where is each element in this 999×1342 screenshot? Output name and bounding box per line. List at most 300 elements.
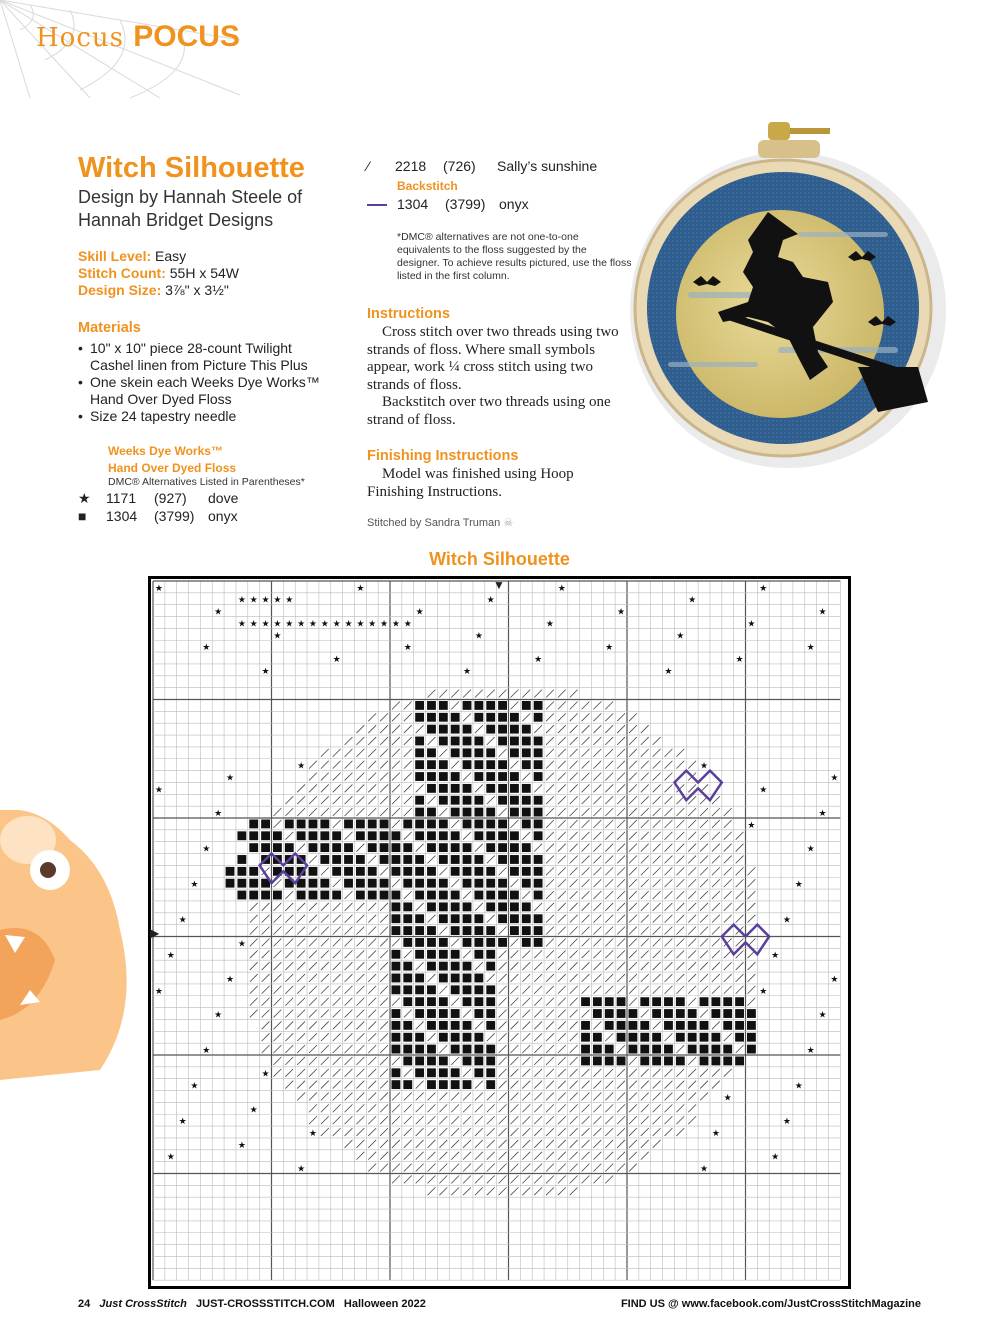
stitch-onyx	[605, 1045, 614, 1054]
stitch-onyx	[320, 891, 329, 900]
stitch-onyx	[344, 879, 353, 888]
stitch-onyx	[273, 843, 282, 852]
stitch-dove: ★	[237, 939, 246, 950]
stitch-onyx	[676, 1033, 685, 1042]
stitch-onyx	[735, 1057, 744, 1066]
stitch-onyx	[380, 855, 389, 864]
stitch-dove: ★	[297, 619, 306, 630]
stitch-onyx	[486, 879, 495, 888]
stitch-onyx	[747, 1033, 756, 1042]
stitch-dove: ★	[154, 986, 163, 997]
stitch-onyx	[747, 1045, 756, 1054]
stitch-onyx	[403, 914, 412, 923]
stitch-onyx	[510, 926, 519, 935]
stitch-dove: ★	[474, 631, 483, 642]
stitch-dove: ★	[214, 1010, 223, 1021]
stitch-onyx	[593, 1045, 602, 1054]
stitch-onyx	[427, 701, 436, 710]
stitch-dove: ★	[771, 951, 780, 962]
stitch-dove: ★	[261, 1069, 270, 1080]
stitch-onyx	[403, 820, 412, 829]
stitch-onyx	[700, 1057, 709, 1066]
stitch-onyx	[486, 1009, 495, 1018]
stitch-onyx	[747, 1009, 756, 1018]
stitch-onyx	[439, 701, 448, 710]
stitch-onyx	[735, 1021, 744, 1030]
stitch-onyx	[415, 1033, 424, 1042]
stitch-dove: ★	[818, 809, 827, 819]
stitch-onyx	[629, 1009, 638, 1018]
stitch-onyx	[451, 974, 460, 983]
stitch-onyx	[474, 713, 483, 722]
stitch-onyx	[522, 808, 531, 817]
stitch-dove: ★	[380, 619, 389, 630]
stitch-onyx	[392, 1033, 401, 1042]
stitch-onyx	[723, 1057, 732, 1066]
stitch-onyx	[581, 1057, 590, 1066]
stitch-onyx	[474, 855, 483, 864]
stitch-onyx	[486, 867, 495, 876]
stitch-onyx	[439, 820, 448, 829]
stitch-onyx	[498, 784, 507, 793]
stitch-onyx	[320, 879, 329, 888]
stitch-onyx	[415, 820, 424, 829]
materials-item: • One skein each Weeks Dye Works™ Hand Over Dyed Floss	[78, 374, 338, 408]
stitch-dove: ★	[771, 1152, 780, 1163]
stitch-onyx	[522, 855, 531, 864]
stitch-onyx	[427, 962, 436, 971]
magazine-name: Just CrossStitch	[99, 1298, 187, 1310]
stitch-onyx	[486, 784, 495, 793]
stitch-onyx	[534, 808, 543, 817]
stitch-onyx	[581, 1033, 590, 1042]
stitch-onyx	[498, 737, 507, 746]
floss-heading-2: Hand Over Dyed Floss	[108, 461, 237, 475]
stitch-onyx	[320, 831, 329, 840]
stitch-onyx	[451, 926, 460, 935]
stitch-onyx	[510, 808, 519, 817]
stitch-onyx	[451, 985, 460, 994]
stitch-onyx	[534, 855, 543, 864]
stitch-dove: ★	[190, 1081, 199, 1092]
stitch-dove: ★	[332, 654, 341, 665]
stitch-onyx	[640, 1021, 649, 1030]
stitch-onyx	[534, 914, 543, 923]
stitch-onyx	[522, 701, 531, 710]
stitch-onyx	[486, 997, 495, 1006]
stitch-onyx	[415, 914, 424, 923]
stitch-onyx	[249, 820, 258, 829]
stitch-onyx	[415, 938, 424, 947]
stitch-dove: ★	[225, 773, 235, 784]
stitch-onyx	[664, 1057, 673, 1066]
floss-number: 1304	[106, 508, 138, 524]
stitch-onyx	[498, 772, 507, 781]
stitch-onyx	[332, 855, 341, 864]
stitch-onyx	[617, 1057, 626, 1066]
stitch-onyx	[463, 985, 472, 994]
stitch-onyx	[605, 997, 614, 1006]
stitch-onyx	[700, 997, 709, 1006]
stitch-onyx	[439, 1057, 448, 1066]
stitch-onyx	[688, 1045, 697, 1054]
stitch-onyx	[249, 891, 258, 900]
floss-number: 1171	[106, 490, 137, 506]
stitch-onyx	[735, 1033, 744, 1042]
header-pocus: POCUS	[133, 20, 240, 53]
stitch-onyx	[332, 891, 341, 900]
stitch-dove: ★	[166, 951, 175, 962]
design-title: Witch Silhouette	[78, 152, 305, 184]
stitch-onyx	[439, 831, 448, 840]
stitch-dove: ★	[782, 915, 792, 926]
stitch-dove: ★	[830, 974, 839, 985]
stitch-onyx	[297, 891, 306, 900]
stitch-onyx	[309, 820, 318, 829]
stitch-onyx	[534, 938, 543, 947]
stitch-onyx	[427, 1057, 436, 1066]
stitch-onyx	[629, 1021, 638, 1030]
header-hocus: Hocus	[36, 23, 124, 53]
stitch-onyx	[415, 796, 424, 805]
floss-dmc: (927)	[154, 490, 187, 506]
stitch-dove: ★	[308, 619, 318, 630]
stitch-onyx	[463, 1045, 472, 1054]
stitch-onyx	[415, 867, 424, 876]
stitch-onyx	[439, 843, 448, 852]
find-us: FIND US @ www.facebook.com/JustCrossStitchMagazine	[620, 1298, 921, 1310]
stitch-onyx	[439, 725, 448, 734]
stitch-onyx	[652, 1033, 661, 1042]
stitch-onyx	[403, 974, 412, 983]
stitch-onyx	[534, 867, 543, 876]
stitch-onyx	[510, 725, 519, 734]
stitch-onyx	[463, 914, 472, 923]
stitch-onyx	[439, 772, 448, 781]
stitch-onyx	[261, 831, 270, 840]
floss-name: onyx	[499, 196, 529, 212]
stitch-onyx	[664, 997, 673, 1006]
stitch-onyx	[474, 820, 483, 829]
stitch-onyx	[368, 820, 377, 829]
stitch-onyx	[510, 867, 519, 876]
website: JUST-CROSSSTITCH.COM	[196, 1298, 335, 1310]
stitch-onyx	[534, 891, 543, 900]
stitch-onyx	[617, 1021, 626, 1030]
stitch-onyx	[534, 831, 543, 840]
stitch-onyx	[261, 843, 270, 852]
stitch-dove: ★	[759, 785, 768, 796]
stitch-onyx	[403, 938, 412, 947]
stitch-dove: ★	[688, 595, 697, 606]
stitch-onyx	[510, 843, 519, 852]
stitch-onyx	[368, 831, 377, 840]
stitch-onyx	[249, 867, 258, 876]
stitch-onyx	[474, 997, 483, 1006]
stitch-onyx	[439, 879, 448, 888]
stitch-onyx	[711, 1045, 720, 1054]
stitch-dove: ★	[273, 619, 282, 630]
stitch-onyx	[427, 891, 436, 900]
stitch-onyx	[498, 701, 507, 710]
stitch-onyx	[392, 902, 401, 911]
stitch-onyx	[439, 1068, 448, 1077]
stitch-onyx	[451, 1009, 460, 1018]
stitch-onyx	[463, 938, 472, 947]
stitch-onyx	[723, 1009, 732, 1018]
stitch-onyx	[463, 997, 472, 1006]
stitch-onyx	[451, 843, 460, 852]
stitch-onyx	[415, 985, 424, 994]
stitch-onyx	[510, 855, 519, 864]
stitch-onyx	[474, 867, 483, 876]
stitch-onyx	[700, 1033, 709, 1042]
stitch-onyx	[522, 938, 531, 947]
chart-title: Witch Silhouette	[429, 549, 570, 569]
stitch-onyx	[427, 1045, 436, 1054]
count-value: 55H x 54W	[169, 265, 240, 281]
stitch-onyx	[439, 760, 448, 769]
stitch-onyx	[439, 796, 448, 805]
stitch-onyx	[451, 950, 460, 959]
stitch-onyx	[486, 962, 495, 971]
stitch-dove: ★	[545, 619, 555, 630]
stitch-onyx	[415, 737, 424, 746]
stitch-onyx	[463, 760, 472, 769]
slash-symbol-icon: ⁄	[367, 158, 370, 174]
stitch-onyx	[581, 1021, 590, 1030]
stitch-onyx	[439, 737, 448, 746]
stitch-onyx	[392, 1045, 401, 1054]
floss-legend	[78, 489, 238, 525]
stitch-dove: ★	[617, 607, 626, 618]
stitch-onyx	[534, 760, 543, 769]
stitch-dove: ★	[261, 595, 270, 606]
stitch-dove: ★	[403, 619, 412, 630]
stitch-dove: ★	[178, 915, 187, 926]
stitch-onyx	[451, 796, 460, 805]
stitch-dove: ★	[534, 654, 543, 665]
stitch-onyx	[510, 772, 519, 781]
design-specs	[78, 248, 239, 299]
stitch-onyx	[392, 1080, 401, 1089]
stitch-onyx	[664, 1009, 673, 1018]
stitch-onyx	[474, 737, 483, 746]
hoop-screw	[758, 122, 830, 158]
stitch-onyx	[463, 902, 472, 911]
stitch-onyx	[474, 926, 483, 935]
skill-value: Easy	[155, 248, 187, 264]
stitch-onyx	[309, 891, 318, 900]
stitch-onyx	[463, 1057, 472, 1066]
stitch-onyx	[711, 1057, 720, 1066]
stitch-onyx	[498, 760, 507, 769]
stitch-onyx	[427, 867, 436, 876]
floss-dmc: (3799)	[154, 508, 195, 524]
stitch-onyx	[593, 997, 602, 1006]
stitch-onyx	[463, 962, 472, 971]
stitch-onyx	[427, 808, 436, 817]
stitch-onyx	[451, 808, 460, 817]
stitch-onyx	[403, 879, 412, 888]
stitch-onyx	[474, 985, 483, 994]
stitch-onyx	[439, 855, 448, 864]
skull-icon: ☠	[503, 517, 514, 529]
stitch-dove: ★	[285, 595, 294, 606]
stitch-onyx	[297, 831, 306, 840]
stitch-onyx	[261, 891, 270, 900]
stitch-onyx	[285, 843, 294, 852]
stitch-onyx	[427, 784, 436, 793]
stitch-onyx	[522, 748, 531, 757]
stitch-onyx	[605, 1009, 614, 1018]
stitch-onyx	[309, 843, 318, 852]
stitch-onyx	[427, 1021, 436, 1030]
designer-line-1: Design by Hannah Steele of	[78, 187, 303, 207]
stitch-onyx	[522, 843, 531, 852]
stitch-onyx	[309, 831, 318, 840]
stitch-onyx	[356, 891, 365, 900]
stitch-onyx	[486, 760, 495, 769]
stitch-onyx	[427, 902, 436, 911]
floss-name: onyx	[208, 508, 238, 524]
stitch-onyx	[427, 879, 436, 888]
stitch-onyx	[486, 820, 495, 829]
floss-name: Sally’s sunshine	[497, 158, 598, 174]
stitch-onyx	[463, 796, 472, 805]
stitch-onyx	[486, 1057, 495, 1066]
page-number: 24	[78, 1298, 91, 1310]
stitch-dove: ★	[261, 666, 270, 677]
stitch-onyx	[510, 902, 519, 911]
stitch-onyx	[486, 748, 495, 757]
materials-heading: Materials	[78, 320, 141, 336]
stitch-onyx	[237, 879, 246, 888]
stitch-onyx	[463, 843, 472, 852]
stitch-onyx	[522, 914, 531, 923]
stitch-onyx	[486, 713, 495, 722]
stitch-onyx	[522, 879, 531, 888]
stitch-onyx	[534, 737, 543, 746]
instructions-paragraph: Cross stitch over two threads using two strands of floss. Where small symbols appear, work ¼ cross stitch using two strands of floss.	[367, 324, 619, 393]
stitch-onyx	[463, 784, 472, 793]
stitch-onyx	[427, 985, 436, 994]
stitch-onyx	[474, 974, 483, 983]
materials-list	[78, 340, 338, 425]
stitch-onyx	[427, 1068, 436, 1077]
stitch-onyx	[415, 891, 424, 900]
stitch-onyx	[463, 737, 472, 746]
stitch-onyx	[605, 1021, 614, 1030]
stitch-onyx	[640, 1033, 649, 1042]
stitch-onyx	[522, 760, 531, 769]
stitch-onyx	[451, 1033, 460, 1042]
stitch-onyx	[356, 867, 365, 876]
stitch-onyx	[415, 926, 424, 935]
stitch-dove: ★	[403, 643, 412, 654]
stitch-dove: ★	[332, 619, 341, 630]
stitch-dove: ★	[273, 595, 282, 606]
hoop-photo	[628, 112, 958, 482]
floss-legend-continued	[367, 157, 597, 175]
stitch-onyx	[309, 879, 318, 888]
stitch-onyx	[522, 820, 531, 829]
stitch-onyx	[474, 950, 483, 959]
stitch-onyx	[474, 1033, 483, 1042]
stitch-dove: ★	[297, 761, 306, 772]
stitch-onyx	[474, 748, 483, 757]
stitch-dove: ★	[249, 619, 258, 630]
stitch-onyx	[380, 843, 389, 852]
stitch-onyx	[427, 926, 436, 935]
stitch-dove: ★	[202, 844, 211, 855]
stitch-onyx	[439, 1009, 448, 1018]
stitch-onyx	[723, 1021, 732, 1030]
stitch-dove: ★	[214, 607, 223, 618]
stitch-onyx	[676, 1009, 685, 1018]
stitch-onyx	[534, 713, 543, 722]
stitch-onyx	[463, 926, 472, 935]
stitch-onyx	[474, 938, 483, 947]
backstitch-row	[367, 195, 529, 213]
stitch-onyx	[273, 891, 282, 900]
stitch-onyx	[486, 725, 495, 734]
stitch-dove: ★	[225, 974, 235, 985]
stitch-onyx	[415, 831, 424, 840]
stitch-onyx	[676, 997, 685, 1006]
stitch-onyx	[403, 1045, 412, 1054]
stitch-dove: ★	[605, 643, 614, 654]
stitch-dove: ★	[178, 1117, 187, 1128]
stitch-onyx	[474, 808, 483, 817]
stitch-onyx	[652, 1045, 661, 1054]
stitch-onyx	[629, 1045, 638, 1054]
stitch-onyx	[593, 1057, 602, 1066]
stitch-onyx	[392, 1009, 401, 1018]
stitch-dove: ★	[486, 595, 495, 606]
stitch-dove: ★	[699, 761, 709, 772]
stitch-onyx	[474, 831, 483, 840]
chart-frame	[150, 578, 850, 1288]
stitch-onyx	[392, 962, 401, 971]
stitch-onyx	[486, 831, 495, 840]
stitch-onyx	[403, 855, 412, 864]
stitch-onyx	[320, 820, 329, 829]
stitch-onyx	[451, 772, 460, 781]
center-arrow-top-icon: ▼	[493, 578, 505, 592]
stitch-dove: ★	[759, 583, 768, 594]
stitch-onyx	[522, 784, 531, 793]
stitch-onyx	[439, 1080, 448, 1089]
stitch-dove: ★	[320, 619, 329, 630]
stitch-onyx	[735, 997, 744, 1006]
stitch-onyx	[510, 831, 519, 840]
stitch-onyx	[427, 820, 436, 829]
stitch-onyx	[439, 1033, 448, 1042]
stitch-onyx	[237, 831, 246, 840]
stitch-onyx	[510, 748, 519, 757]
stitch-onyx	[711, 1009, 720, 1018]
stitch-onyx	[403, 1021, 412, 1030]
stitch-onyx	[664, 1021, 673, 1030]
stitch-onyx	[688, 1009, 697, 1018]
stitch-onyx	[498, 796, 507, 805]
floss-row	[78, 489, 238, 507]
stitch-onyx	[380, 831, 389, 840]
stitch-onyx	[510, 784, 519, 793]
stitch-onyx	[415, 713, 424, 722]
stitch-onyx	[392, 914, 401, 923]
